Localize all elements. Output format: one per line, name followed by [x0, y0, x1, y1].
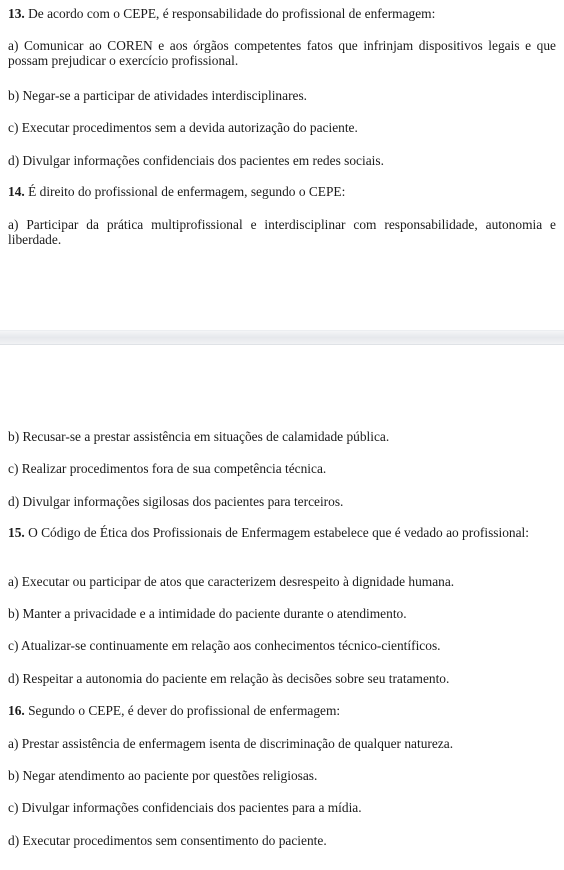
question-16-option-a: a) Prestar assistência de enfermagem isenta de discriminação de qualquer natureza. [8, 736, 454, 751]
question-14-option-c: c) Realizar procedimentos fora de sua competência técnica. [8, 461, 327, 476]
question-13-option-b: b) Negar-se a participar de atividades interdisciplinares. [8, 88, 308, 103]
question-15-option-b: b) Manter a privacidade e a intimidade do paciente durante o atendimento. [8, 606, 407, 621]
question-16-option-d: d) Executar procedimentos sem consentimento do paciente. [8, 833, 327, 848]
question-15-option-d: d) Respeitar a autonomia do paciente em relação às decisões sobre seu tratamento. [8, 671, 450, 686]
question-16-number: 16. [8, 703, 25, 718]
question-15-option-a: a) Executar ou participar de atos que caracterizem desrespeito à dignidade humana. [8, 574, 455, 589]
question-16-option-b: b) Negar atendimento ao paciente por questões religiosas. [8, 768, 318, 783]
question-16-text: Segundo o CEPE, é dever do profissional de enfermagem: [28, 703, 341, 718]
question-14-option-d: d) Divulgar informações sigilosas dos pacientes para terceiros. [8, 494, 344, 509]
question-13-stem [8, 6, 556, 21]
question-15-stem [8, 525, 556, 540]
question-13-option-c: c) Executar procedimentos sem a devida autorização do paciente. [8, 120, 358, 135]
question-13-text: De acordo com o CEPE, é responsabilidade do profissional de enfermagem: [28, 6, 436, 21]
question-14-stem [8, 184, 556, 199]
question-14-option-a: a) Participar da prática multiprofissional e interdisciplinar com responsabilidade, autonomia e liberdade. [8, 217, 556, 247]
question-16-option-c: c) Divulgar informações confidenciais dos pacientes para a mídia. [8, 800, 362, 815]
question-13-option-a: a) Comunicar ao COREN e aos órgãos competentes fatos que infrinjam dispositivos legais e que possam prejudicar o exercício profissional. [8, 38, 556, 68]
question-15-text: O Código de Ética dos Profissionais de Enfermagem estabelece que é vedado ao profissional: [28, 525, 529, 540]
question-15-option-c: c) Atualizar-se continuamente em relação aos conhecimentos técnico-científicos. [8, 638, 441, 653]
question-13-option-d: d) Divulgar informações confidenciais dos pacientes em redes sociais. [8, 153, 384, 168]
question-15-number: 15. [8, 525, 25, 540]
page-divider [0, 330, 564, 345]
question-14-option-b: b) Recusar-se a prestar assistência em situações de calamidade pública. [8, 429, 390, 444]
question-14-number: 14. [8, 184, 25, 199]
question-16-stem [8, 703, 556, 718]
question-13-number: 13. [8, 6, 25, 21]
question-14-text: É direito do profissional de enfermagem, segundo o CEPE: [28, 184, 346, 199]
